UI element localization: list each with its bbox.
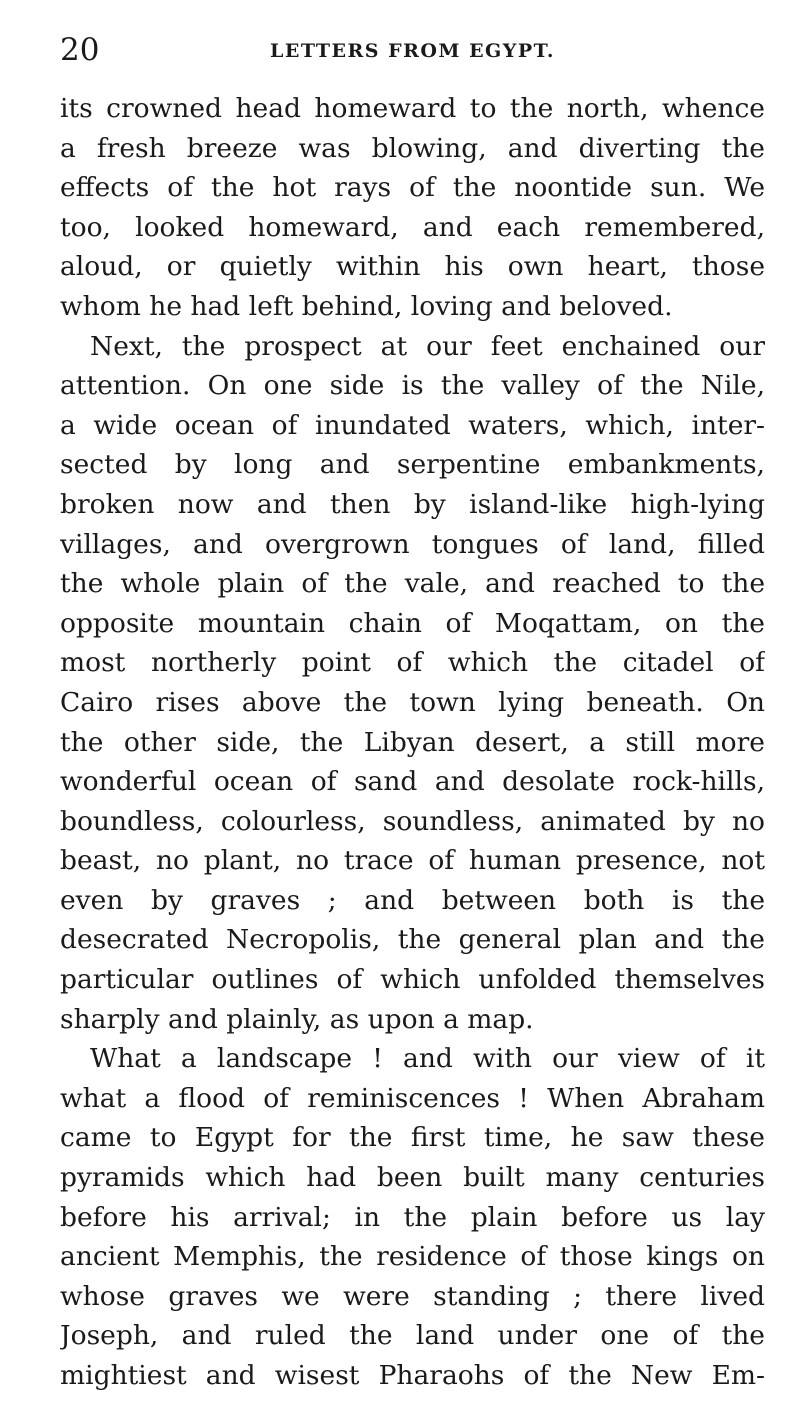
text-line: too, looked homeward, and each remembered, <box>60 211 765 243</box>
text-line: particular outlines of which unfolded themselves <box>60 964 765 996</box>
text-line: beast, no plant, no trace of human presence, not <box>60 845 765 877</box>
text-line: a fresh breeze was blowing, and diverting the <box>60 132 765 164</box>
text-line: attention. On one side is the valley of the Nile, <box>60 370 765 402</box>
text-line: villages, and overgrown tongues of land, filled <box>60 528 765 560</box>
text-line: whose graves we were standing ; there lived <box>60 1280 765 1312</box>
running-title: LETTERS FROM EGYPT. <box>270 40 555 62</box>
text-line: broken now and then by island-like high-lying <box>60 488 765 520</box>
text-line: the other side, the Libyan desert, a still more <box>60 726 765 758</box>
text-line: ancient Memphis, the residence of those kings on <box>60 1241 765 1273</box>
text-line: before his arrival; in the plain before us lay <box>60 1201 765 1233</box>
text-line: wonderful ocean of sand and desolate rock-hills, <box>60 766 765 798</box>
text-line: what a flood of reminiscences ! When Abraham <box>60 1082 765 1114</box>
text-line: pyramids which had been built many centuries <box>60 1162 765 1194</box>
text-line: its crowned head homeward to the north, whence <box>60 93 765 124</box>
text-line: What a landscape ! and with our view of it <box>90 1043 765 1075</box>
page-number: 20 <box>60 32 100 68</box>
text-line: effects of the hot rays of the noontide sun. We <box>60 172 765 204</box>
body-text <box>60 89 765 1396</box>
running-head <box>60 30 765 70</box>
text-line: opposite mountain chain of Moqattam, on the <box>60 607 765 639</box>
text-line: a wide ocean of inundated waters, which, inter- <box>60 409 765 441</box>
text-line: came to Egypt for the first time, he saw these <box>60 1122 765 1154</box>
text-line: sected by long and serpentine embankments, <box>60 449 765 481</box>
text-line: mightiest and wisest Pharaohs of the New Em- <box>60 1360 765 1391</box>
text-line: the whole plain of the vale, and reached to the <box>60 568 765 600</box>
text-line: boundless, colourless, soundless, animated by no <box>60 805 765 837</box>
text-line: whom he had left behind, loving and beloved. <box>60 290 673 322</box>
text-line: desecrated Necropolis, the general plan and the <box>60 924 765 956</box>
text-line: sharply and plainly, as upon a map. <box>60 1003 534 1035</box>
text-line: Cairo rises above the town lying beneath. On <box>60 686 765 718</box>
text-line: aloud, or quietly within his own heart, those <box>60 251 765 283</box>
text-line: even by graves ; and between both is the <box>60 884 765 916</box>
text-line: Joseph, and ruled the land under one of the <box>60 1320 765 1352</box>
text-line: Next, the prospect at our feet enchained our <box>90 330 765 362</box>
text-line: most northerly point of which the citadel of <box>60 647 765 679</box>
